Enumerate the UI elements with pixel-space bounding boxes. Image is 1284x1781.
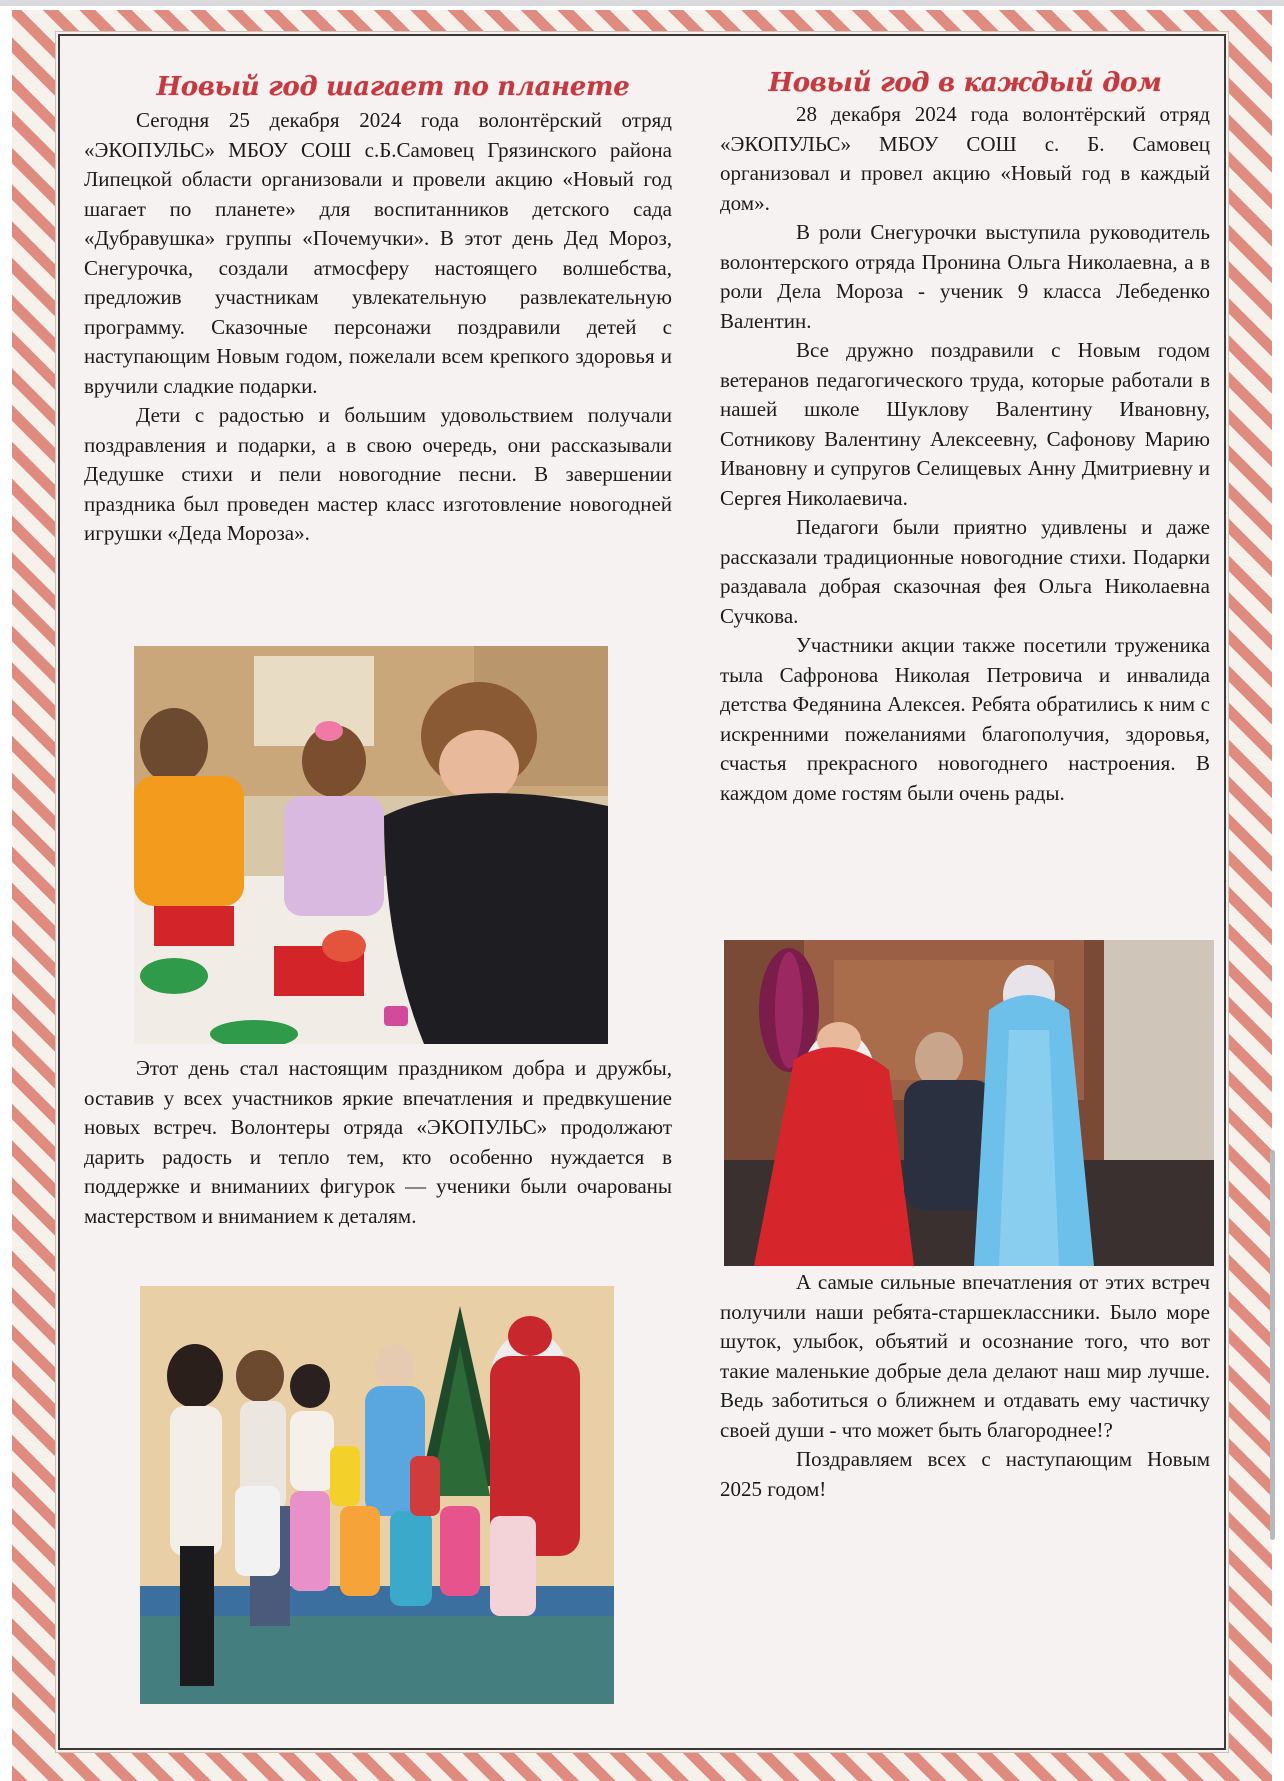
right-paragraph-2: В роли Снегурочки выступила руководитель волонтерского отряда Пронина Ольга Николаевна, а в роли Дела Мороза - ученик 9 класса Лебеденко Валентин. (720, 220, 1210, 333)
left-article (84, 36, 672, 549)
right-paragraph-7: Поздравляем всех с наступающим Новым 2025 годом! (720, 1447, 1210, 1501)
left-paragraph-2: Дети с радостью и большим удовольствием получали поздравления и подарки, а в свою очередь, они рассказывали Дедушке стихи и пели новогодние песни. В завершении праздника был проведен мастер класс изготовление новогодней игрушки «Деда Мороза». (84, 403, 672, 545)
right-article-title: Новый год в каждый дом (768, 68, 1162, 98)
left-paragraph-1: Сегодня 25 декабря 2024 года волонтёрский отряд «ЭКОПУЛЬС» МБОУ СОШ с.Б.Самовец Грязинского района Липецкой области организовали и провели акцию «Новый год шагает по планете» для воспитанников детского сада «Дубравушка» группы «Почемучки». В этот день Дед Мороз, Снегурочка, создали атмосферу настоящего волшебства, предложив участникам увлекательную развлекательную программу. Сказочные персонажи поздравили детей с наступающим Новым годом, пожелали всем крепкого здоровья и вручили сладкие подарки. (84, 108, 672, 398)
left-article-body (84, 106, 672, 549)
photo-kindergarten-craft (134, 646, 608, 1044)
photo-veteran-visit (724, 940, 1214, 1266)
right-article-continued (720, 1268, 1210, 1504)
right-article (720, 36, 1210, 808)
left-article-body-2 (84, 1054, 672, 1231)
page-frame (58, 34, 1226, 1750)
right-paragraph-1: 28 декабря 2024 года волонтёрский отряд «ЭКОПУЛЬС» МБОУ СОШ с. Б. Самовец организовал и провел акцию «Новый год в каждый дом». (720, 102, 1210, 215)
right-paragraph-5: Участники акции также посетили труженика тыла Сафронова Николая Петровича и инвалида детства Федянина Алексея. Ребята обратились к ним с искренними пожеланиями благополучия, здоровья, счастья прекрасного новогоднего настроения. В каждом доме гостям были очень рады. (720, 633, 1210, 805)
window-top-edge (0, 0, 1284, 6)
right-article-body-2 (720, 1268, 1210, 1504)
left-article-title: Новый год шагает по планете (156, 72, 630, 102)
right-article-body (720, 100, 1210, 808)
left-paragraph-3: Этот день стал настоящим праздником добра и дружбы, оставив у всех участников яркие впечатления и предвкушение новых встреч. Волонтеры отряда «ЭКОПУЛЬС» продолжают дарить радость и тепло тем, кто особенно нуждается в поддержке и вниманиих фигурок — ученики были очарованы мастерством и вниманием к деталям. (84, 1056, 672, 1228)
right-paragraph-3: Все дружно поздравили с Новым годом ветеранов педагогического труда, которые работали в нашей школе Шуклову Валентину Ивановну, Сотникову Валентину Алексеевну, Сафонову Марию Ивановну и супругов Селищевых Анну Дмитриевну и Сергея Николаевича. (720, 338, 1210, 510)
photo-group-kids (140, 1286, 614, 1704)
right-paragraph-4: Педагоги были приятно удивлены и даже рассказали традиционные новогодние стихи. Подарки раздавала добрая сказочная фея Ольга Николаевна Сучкова. (720, 515, 1210, 628)
scrollbar-thumb[interactable] (1270, 1150, 1275, 1540)
left-article-continued (84, 1054, 672, 1231)
right-paragraph-6: А самые сильные впечатления от этих встреч получили наши ребята-старшеклассники. Было море шуток, улыбок, объятий и осознание того, что вот такие маленькие добрые дела делают наш мир лучше. Ведь заботиться о ближнем и отдавать ему частичку своей души - что может быть благороднее!? (720, 1270, 1210, 1442)
newsletter-page (12, 10, 1272, 1781)
